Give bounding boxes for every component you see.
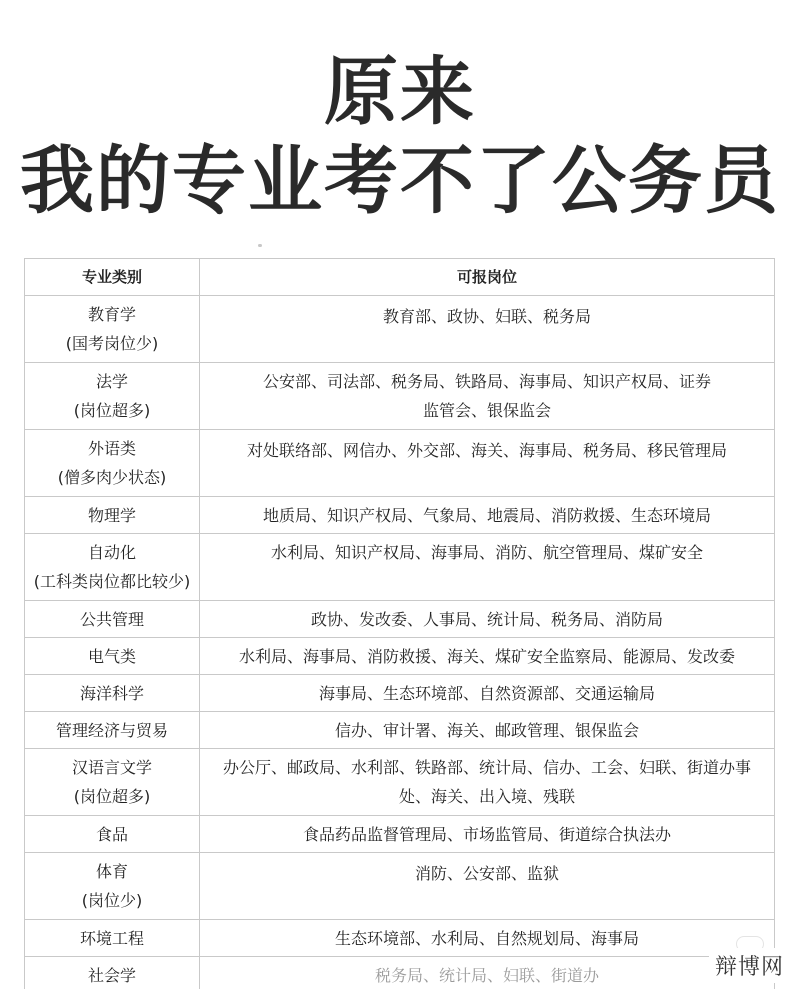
table-row bbox=[25, 430, 775, 497]
category-note: (岗位少) bbox=[81, 891, 143, 910]
category-note: (岗位超多) bbox=[73, 787, 151, 806]
table-row bbox=[25, 957, 775, 989]
category-name: 管理经济与贸易 bbox=[55, 720, 168, 740]
header-category: 专业类别 bbox=[25, 259, 200, 296]
category-note: (工科类岗位都比较少) bbox=[33, 572, 191, 591]
category-cell bbox=[25, 816, 200, 853]
category-name: 物理学 bbox=[87, 505, 136, 525]
category-note: (僧多肉少状态) bbox=[57, 468, 167, 487]
category-name: 社会学 bbox=[87, 965, 136, 985]
major-positions-table bbox=[24, 258, 776, 989]
category-name: 电气类 bbox=[87, 646, 136, 666]
positions-cell: 信办、审计署、海关、邮政管理、银保监会 bbox=[200, 712, 775, 749]
category-name: 海洋科学 bbox=[79, 683, 144, 703]
table-row bbox=[25, 363, 775, 430]
title-line-2: 我的专业考不了公务员 bbox=[20, 138, 780, 224]
category-name: 公共管理 bbox=[79, 609, 144, 629]
category-cell bbox=[25, 601, 200, 638]
positions-cell: 地质局、知识产权局、气象局、地震局、消防救援、生态环境局 bbox=[200, 497, 775, 534]
category-note: (国考岗位少) bbox=[65, 334, 159, 353]
category-name: 教育学 bbox=[87, 305, 136, 324]
category-note: (岗位超多) bbox=[73, 401, 151, 420]
positions-cell: 海事局、生态环境部、自然资源部、交通运输局 bbox=[200, 675, 775, 712]
positions-cell: 政协、发改委、人事局、统计局、税务局、消防局 bbox=[200, 601, 775, 638]
table-row bbox=[25, 638, 775, 675]
table-row bbox=[25, 853, 775, 920]
category-cell bbox=[25, 749, 200, 816]
category-cell bbox=[25, 430, 200, 497]
category-cell bbox=[25, 675, 200, 712]
table-row bbox=[25, 534, 775, 601]
category-cell bbox=[25, 853, 200, 920]
table-row bbox=[25, 497, 775, 534]
positions-cell: 公安部、司法部、税务局、铁路局、海事局、知识产权局、证券监管会、银保监会 bbox=[200, 363, 775, 430]
positions-cell: 食品药品监督管理局、市场监管局、街道综合执法办 bbox=[200, 816, 775, 853]
positions-cell: 教育部、政协、妇联、税务局 bbox=[200, 296, 775, 363]
table-row bbox=[25, 675, 775, 712]
positions-cell: 水利局、知识产权局、海事局、消防、航空管理局、煤矿安全 bbox=[200, 534, 775, 601]
category-name: 汉语言文学 bbox=[71, 758, 152, 777]
positions-cell: 消防、公安部、监狱 bbox=[200, 853, 775, 920]
positions-cell: 税务局、统计局、妇联、街道办 bbox=[200, 957, 775, 989]
positions-cell: 生态环境部、水利局、自然规划局、海事局 bbox=[200, 920, 775, 957]
watermark: 辩博网 bbox=[709, 948, 790, 983]
category-name: 环境工程 bbox=[79, 928, 144, 948]
category-cell bbox=[25, 712, 200, 749]
title-line-1: 原来 bbox=[324, 49, 476, 135]
positions-cell: 对处联络部、网信办、外交部、海关、海事局、税务局、移民管理局 bbox=[200, 430, 775, 497]
table-row bbox=[25, 296, 775, 363]
category-name: 自动化 bbox=[87, 543, 136, 562]
positions-cell: 水利局、海事局、消防救援、海关、煤矿安全监察局、能源局、发改委 bbox=[200, 638, 775, 675]
decorative-dot bbox=[258, 244, 262, 247]
category-cell bbox=[25, 363, 200, 430]
table-row bbox=[25, 749, 775, 816]
table-row bbox=[25, 712, 775, 749]
category-name: 体育 bbox=[95, 862, 128, 881]
header-positions: 可报岗位 bbox=[200, 259, 775, 296]
category-name: 食品 bbox=[95, 824, 128, 844]
category-cell bbox=[25, 920, 200, 957]
category-name: 法学 bbox=[95, 372, 128, 391]
category-cell bbox=[25, 638, 200, 675]
positions-cell: 办公厅、邮政局、水利部、铁路部、统计局、信办、工会、妇联、街道办事处、海关、出入境、残联 bbox=[200, 749, 775, 816]
category-name: 外语类 bbox=[87, 439, 136, 458]
category-cell bbox=[25, 957, 200, 989]
category-cell bbox=[25, 497, 200, 534]
table-row bbox=[25, 920, 775, 957]
table-row bbox=[25, 601, 775, 638]
category-cell bbox=[25, 534, 200, 601]
table-row bbox=[25, 816, 775, 853]
category-cell bbox=[25, 296, 200, 363]
table-header-row bbox=[25, 259, 775, 296]
